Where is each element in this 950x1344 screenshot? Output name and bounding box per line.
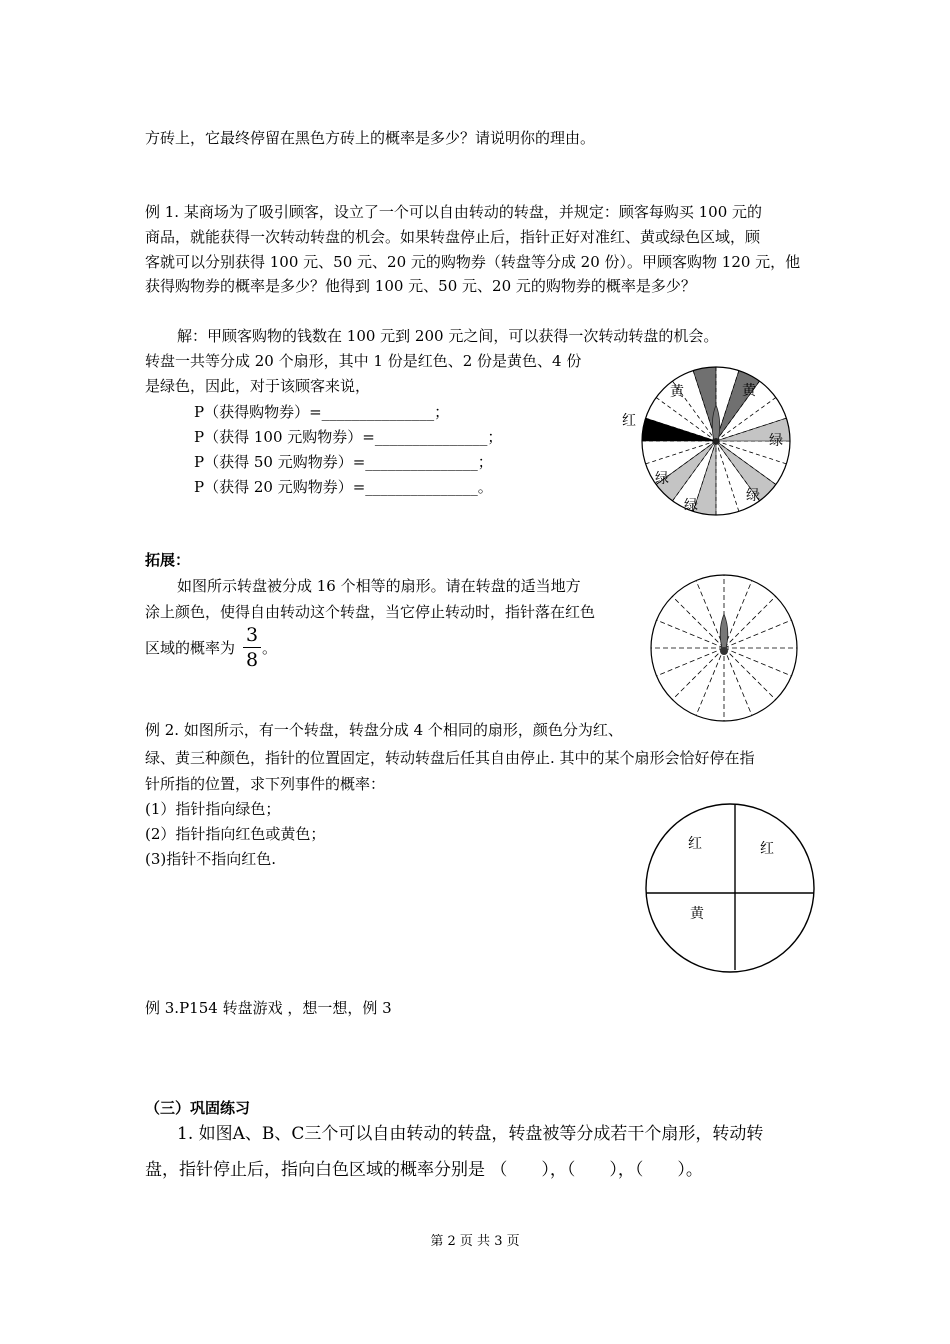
probability-line: P（获得 100 元购物券）=_______________； [194, 428, 503, 446]
page-footer: 第 2 页 共 3 页 [430, 1234, 520, 1249]
spinner-sector [642, 418, 716, 441]
example2-line: 绿、黄三种颜色，指针的位置固定，转动转盘后任其自由停止. 其中的某个扇形会恰好停在指 [145, 749, 755, 767]
label-green: 绿 [769, 433, 783, 449]
solution-line: 解：甲顾客购物的钱数在 100 元到 200 元之间，可以获得一次转动转盘的机会。 [177, 327, 719, 345]
extension-heading: 拓展： [145, 551, 191, 569]
sector-divider [724, 648, 776, 700]
practice-line: 盘，指针停止后，指向白色区域的概率分别是 （ ），（ ），（ ）。 [145, 1160, 703, 1180]
event-item: (1）指针指向绿色； [145, 800, 281, 818]
label-green: 绿 [684, 498, 698, 514]
solution-line: 转盘一共等分成 20 个扇形，其中 1 份是红色、2 份是黄色、4 份 [145, 352, 582, 370]
example2-line: 针所指的位置，求下列事件的概率： [145, 775, 386, 793]
example1-line: 例 1. 某商场为了吸引顾客，设立了一个可以自由转动的转盘，并规定：顾客每购买 100 元的 [145, 203, 763, 221]
label-green: 绿 [655, 471, 669, 487]
sector-divider [672, 596, 724, 648]
probability-line: P（获得 50 元购物券）=_______________； [194, 453, 493, 471]
example1-line: 商品，就能获得一次转动转盘的机会。如果转盘停止后，指针正好对准红、黄或绿色区域，顾 [145, 228, 761, 246]
fraction-three-eighths [243, 624, 261, 671]
spinner-pointer [720, 614, 728, 655]
example2-line: 例 2. 如图所示，有一个转盘，转盘分成 4 个相同的扇形，颜色分为红、 [145, 721, 623, 739]
sector-label-red: 红 [688, 836, 702, 852]
extension-line: 如图所示转盘被分成 16 个相等的扇形。请在转盘的适当地方 [177, 577, 581, 595]
event-item: (2）指针指向红色或黄色； [145, 825, 326, 843]
probability-line: P（获得 20 元购物券）=_______________。 [194, 478, 493, 496]
label-red: 红 [622, 413, 636, 429]
extension-line: 区域的概率为 [145, 639, 236, 657]
intro-line: 方砖上，它最终停留在黑色方砖上的概率是多少？请说明你的理由。 [145, 129, 596, 147]
probability-line: P（获得购物券）=_______________； [194, 403, 450, 421]
practice-heading: （三）巩固练习 [145, 1099, 251, 1117]
example1-line: 客就可以分别获得 100 元、50 元、20 元的购物券（转盘等分成 20 份）。甲顾客购物 120 元，他 [145, 253, 801, 271]
fraction-denominator: 8 [245, 649, 259, 671]
event-item: (3)指针不指向红色. [145, 850, 277, 868]
practice-line: 1. 如图A、B、C三个可以自由转动的转盘，转盘被等分成若干个扇形，转动转 [177, 1124, 764, 1144]
label-yellow: 黄 [742, 383, 756, 399]
sector-label-red: 红 [760, 841, 774, 857]
sector-divider [672, 648, 724, 700]
label-yellow: 黄 [670, 384, 684, 400]
fraction-numerator: 3 [245, 624, 259, 646]
solution-line: 是绿色，因此，对于该顾客来说， [145, 377, 371, 395]
spinner-16-sectors [645, 570, 805, 725]
label-green: 绿 [746, 488, 760, 504]
spinner-4-sectors [640, 800, 820, 975]
example1-line: 获得购物券的概率是多少？他得到 100 元、50 元、20 元的购物券的概率是多少？ [145, 277, 696, 295]
sector-label-yellow: 黄 [690, 906, 704, 922]
sector-divider [724, 596, 776, 648]
extension-line: 涂上颜色，使得自由转动这个转盘，当它停止转动时，指针落在红色 [145, 603, 596, 621]
spinner-20-sectors [615, 360, 795, 525]
extension-end: 。 [262, 639, 278, 657]
example3-line: 例 3.P154 转盘游戏 ，想一想，例 3 [145, 999, 392, 1017]
